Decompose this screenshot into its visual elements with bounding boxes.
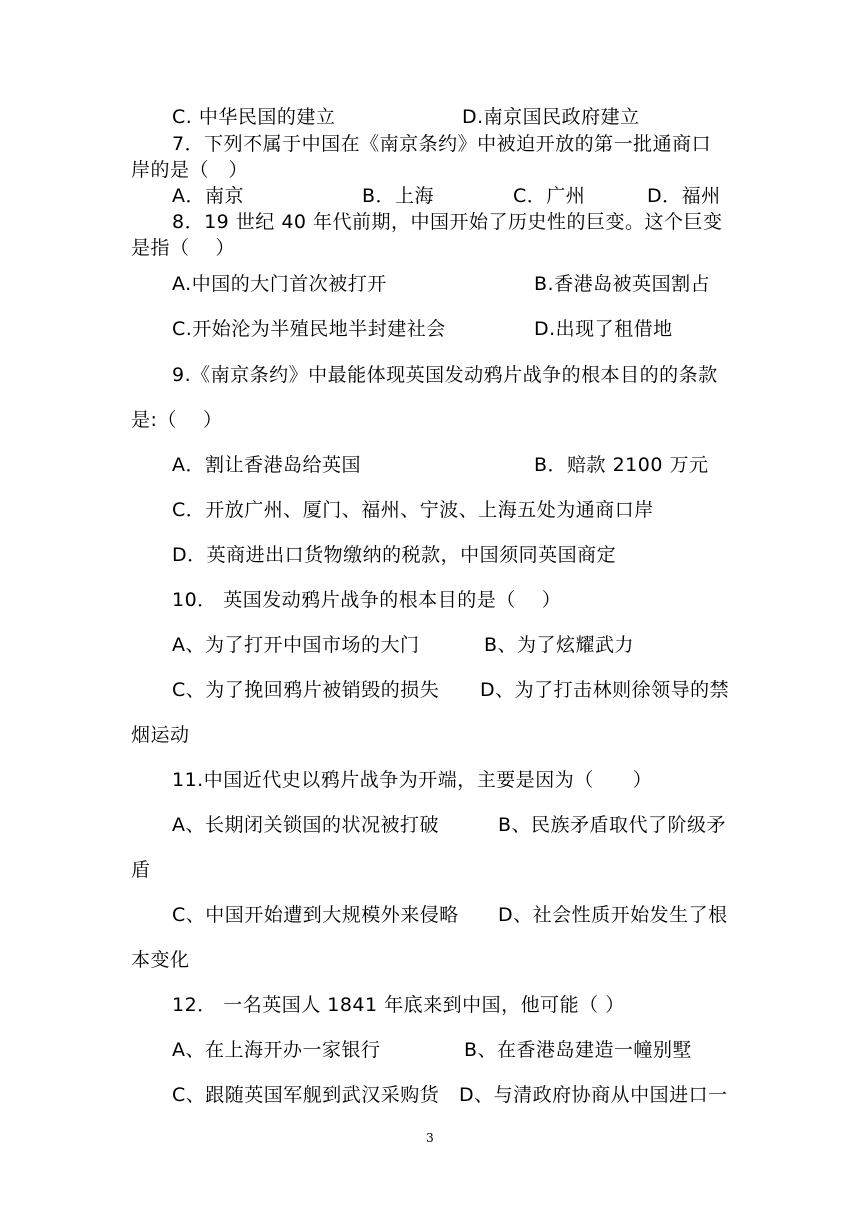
q6-option-d: D.南京国民政府建立 <box>462 106 640 128</box>
q11-option-b: B、民族矛盾取代了阶级矛 <box>498 814 727 836</box>
q8-stem-line2: 是指（ ） <box>131 237 236 259</box>
q9-option-d: D．英商进出口货物缴纳的税款，中国须同英国商定 <box>172 544 617 566</box>
q9-stem-line2: 是:（ ） <box>131 409 223 431</box>
q6-option-c: C. 中华民国的建立 <box>172 106 336 128</box>
q11-option-b-continued: 盾 <box>131 859 151 881</box>
q7-option-c: C．广州 <box>513 185 586 207</box>
q9-option-a: A．割让香港岛给英国 <box>172 454 361 476</box>
q10-option-c: C、为了挽回鸦片被销毁的损失 <box>172 679 440 701</box>
q10-option-d-continued: 烟运动 <box>131 724 190 746</box>
q12-stem: 12． 一名英国人 1841 年底来到中国，他可能（ ） <box>172 994 625 1016</box>
q8-stem-line1: 8．19 世纪 40 年代前期，中国开始了历史性的巨变。这个巨变 <box>172 211 723 233</box>
q7-stem-line1: 7．下列不属于中国在《南京条约》中被迫开放的第一批通商口 <box>172 133 712 155</box>
q11-option-d: D、社会性质开始发生了根 <box>498 904 728 926</box>
q9-stem-line1: 9.《南京条约》中最能体现英国发动鸦片战争的根本目的的条款 <box>172 364 718 386</box>
q12-option-c: C、跟随英国军舰到武汉采购货 <box>172 1084 440 1106</box>
q12-option-a: A、在上海开办一家银行 <box>172 1039 381 1061</box>
q8-option-c: C.开始沦为半殖民地半封建社会 <box>172 318 446 340</box>
q12-option-d: D、与清政府协商从中国进口一 <box>459 1084 728 1106</box>
q9-option-b: B．赔款 2100 万元 <box>534 454 709 476</box>
q7-option-d: D．福州 <box>647 185 721 207</box>
q9-option-c: C．开放广州、厦门、福州、宁波、上海五处为通商口岸 <box>172 499 654 521</box>
q10-option-b: B、为了炫耀武力 <box>484 634 635 656</box>
q7-option-a: A．南京 <box>172 185 244 207</box>
q11-option-d-continued: 本变化 <box>131 949 190 971</box>
q10-stem: 10． 英国发动鸦片战争的根本目的是（ ） <box>172 589 562 611</box>
q11-option-c: C、中国开始遭到大规模外来侵略 <box>172 904 459 926</box>
page-number: 3 <box>426 1131 434 1145</box>
q10-option-d: D、为了打击林则徐领导的禁 <box>480 679 730 701</box>
q11-option-a: A、长期闭关锁国的状况被打破 <box>172 814 439 836</box>
q10-option-a: A、为了打开中国市场的大门 <box>172 634 420 656</box>
q8-option-d: D.出现了租借地 <box>534 318 673 340</box>
q12-option-b: B、在香港岛建造一幢别墅 <box>464 1039 693 1061</box>
q7-option-b: B．上海 <box>362 185 435 207</box>
q8-option-a: A.中国的大门首次被打开 <box>172 273 387 295</box>
q8-option-b: B.香港岛被英国割占 <box>534 273 711 295</box>
q11-stem: 11.中国近代史以鸦片战争为开端，主要是因为（ ） <box>172 769 653 791</box>
q7-stem-line2: 岸的是（ ） <box>131 159 249 181</box>
